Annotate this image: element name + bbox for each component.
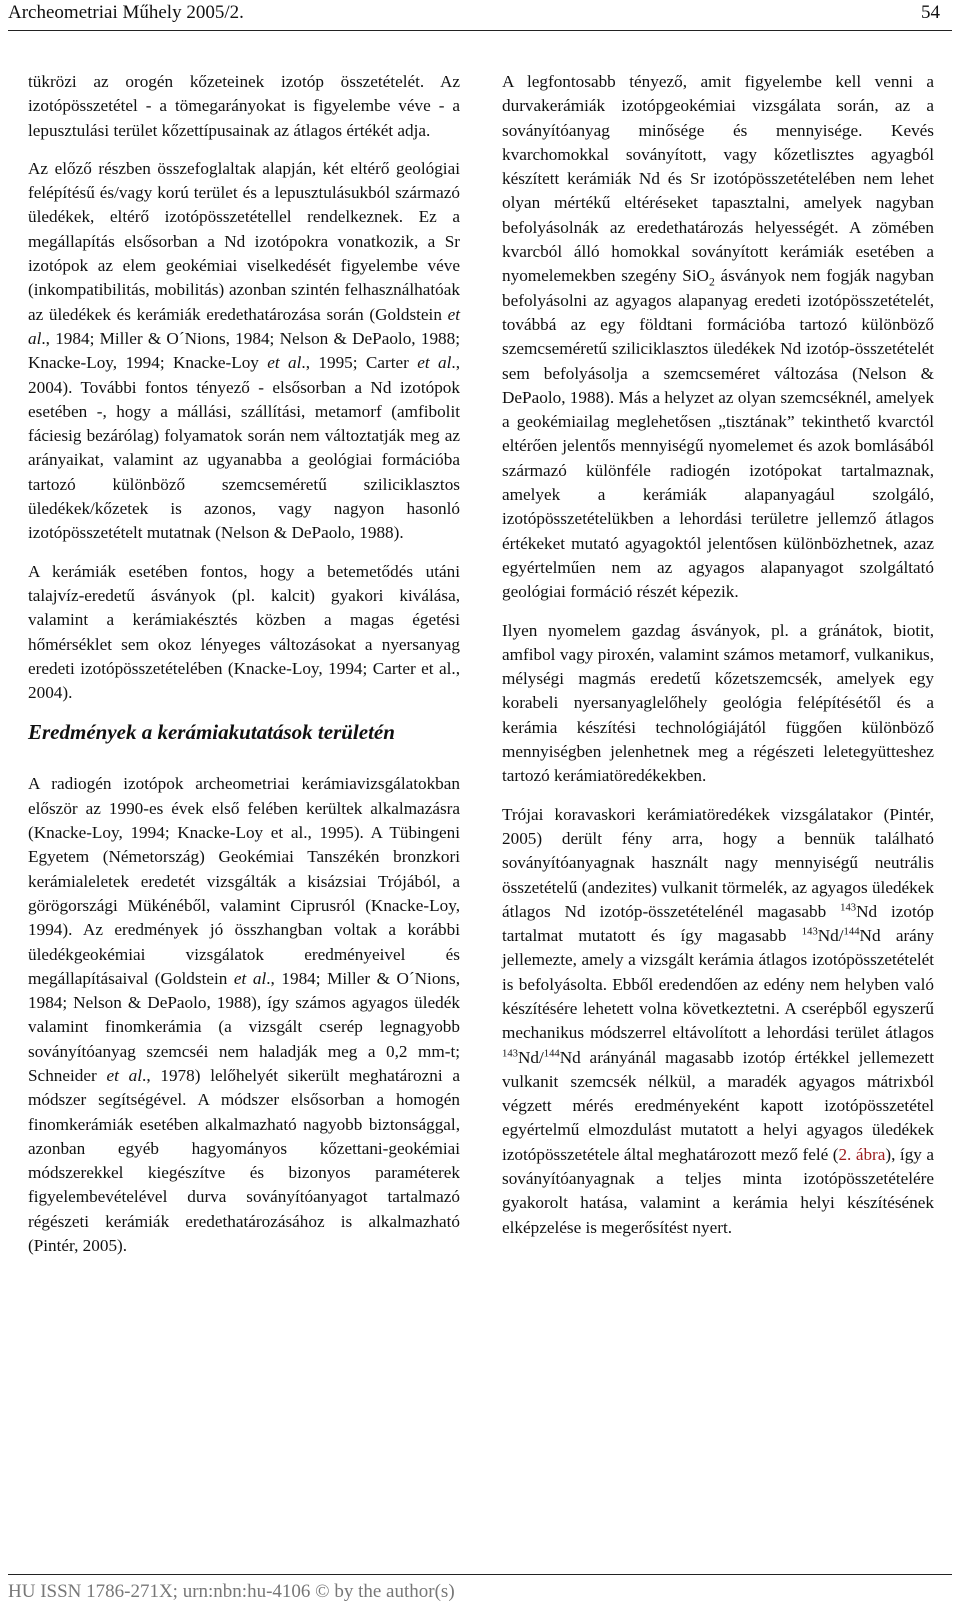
text-run: ., 1984; Miller & O´Nions, 1984; Nelson & DePaolo, 1988; Knacke-Loy, 1994; Knacke-Loy: [28, 328, 460, 373]
subscript: 2: [708, 275, 715, 289]
section-heading: Eredmények a kerámiakutatások területén: [28, 720, 395, 745]
text-run: Nd/: [817, 926, 844, 946]
text-run: Nd arányánál magasabb izotóp értékkel jellemezett vulkanit szemcsék nélkül, a maradék agyagos mátrixból végzett mérés eredményeként kapott izotópösszetétel egyértelmű elmozdulást mutatott a helyi agyagos üledékek izotópösszetétele által meghatározott mező felé (: [502, 1047, 934, 1164]
text-run: Trójai koravaskori kerámiatöredékek vizsgálatakor (Pintér, 2005) derült fény arra, hogy a bennük található soványítóanyagnak használt nagy mennyiségű neutrális összetételű (andezites) vulkanit törmelék, az agyagos üledékek átlagos Nd izotóp-összetételénél magasabb: [502, 804, 934, 921]
et-al: et al: [417, 353, 452, 373]
text-run: Nd izotóp tartalmat mutatott és így magasabb: [502, 901, 934, 946]
paragraph: Ilyen nyomelem gazdag ásványok, pl. a gránátok, biotit, amfibol vagy piroxén, valamint számos metamorf, vulkanikus, mélységi magmás eredetű kőzetszemcsék, amelyek egy korabeli nyersanyaglelőhely geológia felépítésétől és a kerámia készítési technológiájától függően különböző mennyiségben jelenhetnek meg a régészeti leletegyütteshez tartozó kerámiatöredékekben.: [502, 620, 934, 786]
page-header: [8, 0, 952, 31]
text-run: Nd/: [517, 1047, 544, 1067]
et-al: et al: [28, 304, 460, 348]
text-run: ., 1978) lelőhelyét sikerült meghatározni a módszer segítségével. A módszer elsősorban a homogén finomkerámiák esetében alkalmazható nagyobb biztonsággal, azonban egyéb hagyományos kőzettani-geokémiai módszerekkel kiegészítve és bizonyos paraméterek figyelembevételével durva soványítóanyagot tartalmazó régészeti kerámiák eredethatározásához is alkalmazható (Pintér, 2005).: [28, 1065, 460, 1256]
journal-title: Archeometriai Műhely 2005/2.: [8, 2, 244, 23]
text-run: ., 1995; Carter: [301, 353, 418, 373]
text-run: Nd arány jellemezte, amely a vizsgált kerámia átlagos izotópösszetételét is befolyásolta. Ebből eredendően az edény nem helyben való készítésére lehetett volna következtetni. A cserépből egyszerű mechanikus módszerrel eltávolított a lehordási terület átlagos: [502, 926, 934, 1043]
paragraph: [28, 157, 460, 546]
text-run: ., 2004). További fontos tényező - elsősorban a Nd izotópok esetében -, hogy a mállási, szállítási, metamorf (amfibolit fáciesig bezárólag) folyamatok során nem változtatják meg az arányaikat, valamint az ugyanabba a geológiai formációba tartozó különböző szemcseméretű sziliciklasztos üledékek/kőzetek is azonos, vagy nagyon hasonló izotópösszetételt mutatnak (Nelson & DePaolo, 1988).: [28, 353, 460, 543]
left-column: [28, 70, 460, 1272]
superscript: 144: [843, 926, 860, 938]
right-column: [502, 70, 934, 1254]
paragraph: [502, 70, 934, 605]
figure-link[interactable]: 2. ábra: [838, 1144, 886, 1164]
et-al: et al: [233, 968, 267, 988]
text-run: ., 1984; Miller & O´Nions, 1984; Nelson & DePaolo, 1988), így számos agyagos üledék valamint finomkerámia (a vizsgált cserép legnagyobb soványítóanyag szemcséi nem haladják meg a 0,2 mm-t; Schneider: [28, 968, 460, 1085]
issn-note: HU ISSN 1786-271X; urn:nbn:hu-4106 © by the author(s): [8, 1581, 455, 1602]
et-al: et al: [267, 353, 302, 373]
superscript: 143: [502, 1047, 518, 1059]
text-run: ), így a soványítóanyagnak a teljes minta izotópösszetételére gyakorolt hatása, valamint a kerámia helyi készítésének elképzelése is megerősítést nyert.: [502, 1144, 934, 1237]
text-run: Az előző részben összefoglaltak alapján, két eltérő geológiai felépítésű és/vagy korú terület és a lepusztulásukból származó üledékek, eltérő izotópösszetétellel rendelkeznek. Ez a megállapítás elsősorban a Nd izotópokra vonatkozik, a Sr izotópok az elem geokémiai viselkedését figyelembe véve (inkompatibilitás, mobilitás) azonban szintén felhasználhatóak az üledékek és kerámiák eredethatározása során (Goldstein: [28, 158, 460, 324]
paragraph: [502, 803, 934, 1240]
superscript: 143: [801, 926, 818, 938]
superscript: 144: [543, 1047, 560, 1059]
et-al: et al: [106, 1065, 143, 1085]
paragraph: A kerámiák esetében fontos, hogy a betemetődés utáni talajvíz-eredetű ásványok (pl. kalcit) gyakori kiválása, valamint a kerámiakésztés közben a magas égetési hőmérséklet sem okoz lényeges változásokat a nyersanyag eredeti izotópösszetételében (Knacke-Loy, 1994; Carter et al., 2004).: [28, 561, 460, 703]
paragraph: tükrözi az orogén kőzeteinek izotóp összetételét. Az izotópösszetétel - a tömegarányokat is figyelembe véve - a lepusztulási terület kőzettípusainak az átlagos értékét adja.: [28, 72, 460, 140]
text-run: A radiogén izotópok archeometriai kerámiavizsgálatokban először az 1990-es évek első felében kerültek alkalmazásra (Knacke-Loy, 1994; Knacke-Loy et al., 1995). A Tübingeni Egyetem (Németország) Geokémiai Tanszékén bronzkori kerámialeletek eredetét vizsgálták a kisázsiai Trójából, a görögországi Mükénéből, valamint Ciprusról (Knacke-Loy, 1994). Az eredmények jó összhangban voltak a korábbi üledékgeokémiai vizsgálatok eredményeivel és megállapításaival (Goldstein: [28, 774, 460, 988]
text-run: ásványok nem fogják nagyban befolyásolni az agyagos alapanyag eredeti izotópösszetételét, továbbá az egy földtani formációba tartozó különböző szemcseméretű sziliciklasztos üledékek Nd izotóp-összetételét sem befolyásolja a szemcseméret változása (Nelson & DePaolo, 1988). Más a helyzet az olyan szemcséknél, amelyek a geokémiailag meglehetősen „tisztának” tekinthető kvarctól eltérően jelentős mennyiségű nyomelemet és azok bomlásából származó különféle radiogén izotópokat tartalmaznak, amelyek a kerámiák alapanyagául szolgáló, izotópösszetételükben a lehordási területre jellemző átlagos értékeket mutató agyagoktól jelentősen különbözhetnek, azaz egyértelműen nem az agyagos alapanyagot szolgáltató geológiai formáció részét képezik.: [502, 266, 934, 602]
page-footer: [8, 1574, 952, 1603]
text-run: A legfontosabb tényező, amit figyelembe kell venni a durvakerámiák izotópgeokémiai vizsgálata során, az a soványítóanyag minősége és mennyisége. Kevés kvarchomokkal soványított, vagy kőzetlisztes agyagból készített kerámiák Nd és Sr izotópösszetételében nem lehet olyan mértékű eltéréseket tapasztalni, amelyek nagyban befolyásolnák az eredethatározás helyességét. A zömében kvarcból álló homokkal soványított kerámiák esetében a nyomelemekben szegény SiO: [502, 72, 934, 286]
page-number: 54: [921, 2, 940, 23]
superscript: 143: [840, 902, 857, 914]
paragraph: [28, 772, 460, 1258]
